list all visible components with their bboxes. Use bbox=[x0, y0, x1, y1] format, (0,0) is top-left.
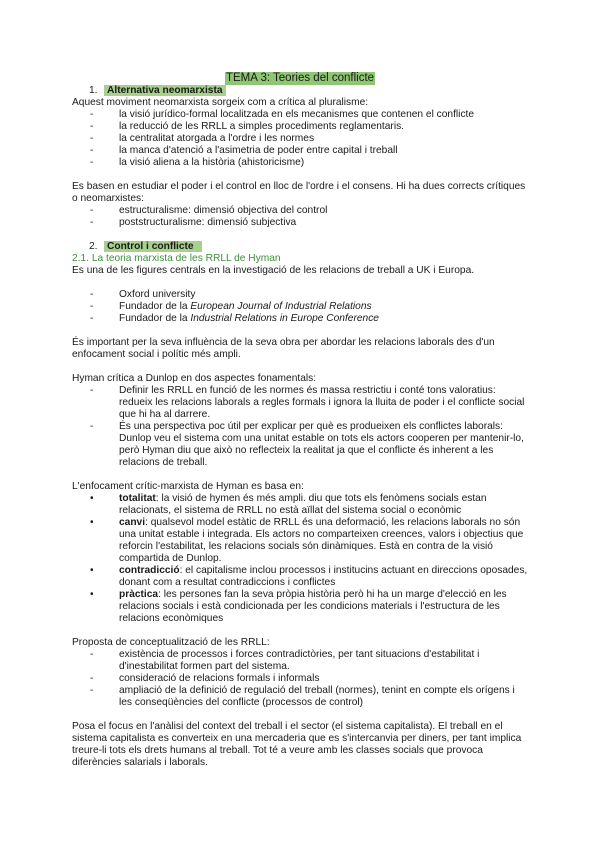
term-contradiccio: contradicció bbox=[119, 565, 180, 576]
approach-intro: L'enfocament crític-marxista de Hyman es basa en: bbox=[72, 481, 304, 492]
section-2-number: 2. bbox=[89, 241, 98, 252]
section-1-intro: Aquest moviment neomarxista sorgeix com a crítica al pluralisme: bbox=[72, 97, 369, 108]
closing-paragraph: Posa el focus en l'anàlisi del context del treball i el sector (el sistema capitalista). El treball en el sistema capitalista es converteix en una mercaderia que es s'intercanvia per diners, per tant implica treure-li tots els drets humans al treball. Tot té a veure amb les classes socials que provoca diferències salarials i laborals. bbox=[72, 721, 522, 768]
proposal-intro: Proposta de conceptualització de les RRLL: bbox=[72, 637, 270, 648]
document-title: TEMA 3: Teories del conflicte bbox=[225, 72, 375, 84]
list-item: - existència de processos i forces contradictòries, per tant situacions d'estabilitat i d'inestabilitat formen part del sistema. bbox=[119, 649, 528, 673]
section-1-title: Alternativa neomarxista bbox=[104, 85, 226, 96]
list-item: - la centralitat atorgada a l'ordre i les normes bbox=[119, 133, 528, 145]
list-item: - la reducció de les RRLL a simples procediments reglamentaris. bbox=[119, 121, 528, 133]
list-item: - la visió jurídico-formal localitzada en els mecanismes que contenen el conflicte bbox=[119, 109, 528, 121]
list-item: - poststructuralisme: dimensió subjectiva bbox=[119, 217, 528, 229]
list-item: • contradicció: el capitalisme inclou processos i institucins actuant en direccions oposades, donant com a resultat contradiccions i conflictes bbox=[119, 565, 528, 589]
proposal-list bbox=[72, 649, 528, 709]
list-item: • pràctica: les persones fan la seva pròpia història però hi ha un marge d'elecció en les relacions socials i està condicionada per les condicions materials i l'estructura de les relacions econòmiques bbox=[119, 589, 528, 625]
list-item: - ampliació de la definició de regulació del treball (normes), tenint en compte els orígens i les conseqüències del conflicte (processos de control) bbox=[119, 685, 528, 709]
list-item: - Definir les RRLL en funció de les normes és massa restrictiu i conté tons valoratius: redueix les relacions laborals a regles formals i ignora la lluita de poder i el conflicte social que hi ha al darrere. bbox=[119, 385, 528, 421]
list-item: - Oxford university bbox=[119, 289, 528, 301]
section-1-paragraph: Es basen en estudiar el poder i el control en lloc de l'ordre i el consens. Hi ha dues corrects crítiques o neomarxistes: bbox=[72, 181, 526, 204]
list-item: - la visió aliena a la història (ahistoricisme) bbox=[119, 157, 528, 169]
list-item: • totalitat: la visió de hymen és més ampli. diu que tots els fenòmens socials estan relacionats, el sistema de RRLL no està aïllat del sistema social o econòmic bbox=[119, 493, 528, 517]
list-item: - la manca d'atenció a l'asimetria de poder entre capital i treball bbox=[119, 145, 528, 157]
title-wrap bbox=[72, 72, 528, 85]
term-practica: pràctica bbox=[119, 589, 159, 600]
dunlop-intro: Hyman crítica a Dunlop en dos aspectes fonamentals: bbox=[72, 373, 317, 384]
section-1-heading bbox=[72, 85, 528, 97]
conference-title: Industrial Relations in Europe Conference bbox=[190, 313, 379, 324]
hyman-facts-list bbox=[72, 289, 528, 325]
journal-title: European Journal of Industrial Relations bbox=[190, 301, 372, 312]
list-item: - consideració de relacions formals i informals bbox=[119, 673, 528, 685]
importance-paragraph: És important per la seva influència de la seva obra per abordar les relacions laborals des d'un enfocament social i polític més ampli. bbox=[72, 337, 495, 360]
list-item: • canvi: qualsevol model estàtic de RRLL és una deformació, les relacions laborals no són una unitat estable i integrada. Els actors no comparteixen creences, valors i objectius que reforcin l'estabilitat, les relacions socials són dinàmiques. Està en contra de la visió compartida de Dunlop. bbox=[119, 517, 528, 565]
critique-list bbox=[72, 109, 528, 169]
list-item: - Fundador de la European Journal of Industrial Relations bbox=[119, 301, 528, 313]
approach-list bbox=[72, 493, 528, 625]
dunlop-critique-list bbox=[72, 385, 528, 469]
section-1-number: 1. bbox=[89, 85, 98, 96]
hyman-intro: Es una de les figures centrals en la investigació de les relacions de treball a UK i Europa. bbox=[72, 265, 475, 276]
list-item: - estructuralisme: dimensió objectiva del control bbox=[119, 205, 528, 217]
term-totalitat: totalitat bbox=[119, 493, 156, 504]
list-item: - És una perspectiva poc útil per explicar per què es produeixen els conflictes laborals: Dunlop veu el sistema com una unitat estable on tots els actors cooperen per mantenir-lo, però Hyman diu que això no reflecteix la realitat ja que el conflicte és inherent a les relacions de treball. bbox=[119, 421, 528, 469]
section-2-heading bbox=[72, 241, 528, 253]
currents-list bbox=[72, 205, 528, 229]
subsection-2-1-heading: 2.1. La teoria marxista de les RRLL de Hyman bbox=[72, 253, 281, 264]
list-item: - Fundador de la Industrial Relations in Europe Conference bbox=[119, 313, 528, 325]
section-2-title: Control i conflicte bbox=[104, 241, 202, 252]
term-canvi: canvi bbox=[119, 517, 146, 528]
